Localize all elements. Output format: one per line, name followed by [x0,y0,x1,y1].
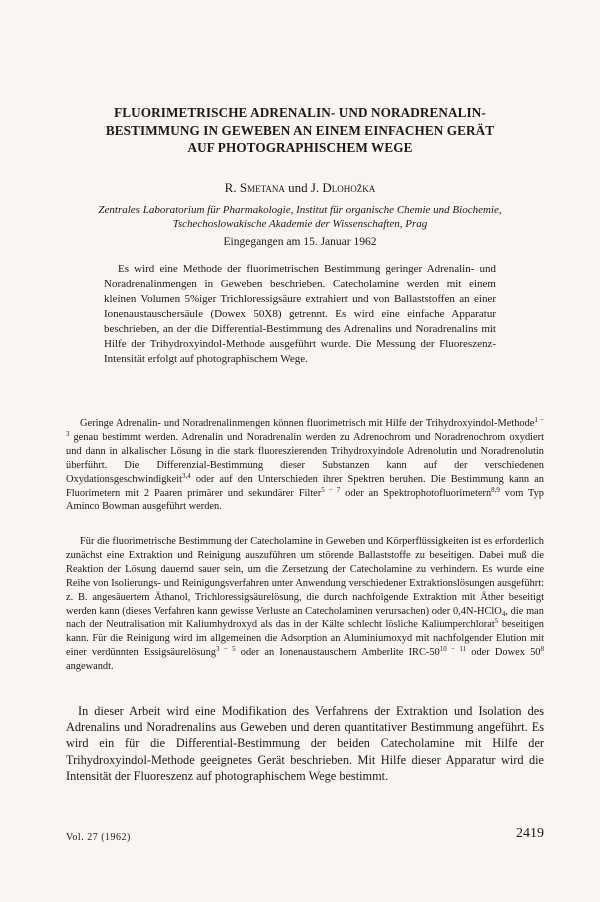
citation: 10 − 11 [439,645,467,654]
citation: 5 [494,617,499,626]
citation: 3,4 [182,471,191,480]
paragraph-extraction [66,535,544,674]
volume-info: Vol. 27 (1962) [66,832,131,843]
text-run: Für die fluorimetrische Bestimmung der Catecholamine in Geweben und Körperflüssigkeiten ist es erforderlich zunächst eine Extraktion und Reinigung auszuführen um störende Ballaststoffe zu beseitigen. Dabei muß die Reaktion der Lösung dauernd sauer sein, um die Zersetzung der Catecholamine zu verhindern. Es wurde eine Reihe von Isolierungs- und Reinigungsverfahren unter Anwendung verschiedener Extraktionslösungen ausgeführt: z. B. angesäuertem Äthanol, Trichloressigsäurelösung, die durch nachfolgende Extraktion mit Äther beseitigt werden kann (dieses Verfahren kann gewisse Verluste an Catecholaminen verursachen) oder 0,4 [66,536,544,617]
text-run: angewandt. [66,661,114,673]
author-2-name: Dlohožka [322,180,376,195]
text-run: beseitigen kann. Für die Reinigung wird im allgemeinen die Adsorption an Aluminiumoxyd mit nachfolgender Elution mit einer verdünnten Essigsäurelösung [66,619,544,659]
normality-symbol: N [466,605,474,617]
article-title [60,104,540,157]
text-run: oder an Ionenaustauschern Amberlite IRC-50 [235,647,440,659]
paragraph-intro [66,417,544,514]
affiliation-line-1: Zentrales Laboratorium für Pharmakologie, Institut für organische Chemie und Biochemie, [98,204,502,216]
text-run: oder an Spektrophotofluorimetern [340,487,492,499]
text-run: oder Dowex 50 [466,647,541,659]
text-run: oder auf den Unterschieden ihrer Spektren beruhen. Die Bestimmung kann an Fluorimetern mit 2 Paaren primärer und sekundärer Filter [66,473,544,499]
text-run: -HClO [473,605,502,617]
paragraph-aim: In dieser Arbeit wird eine Modifikation des Verfahrens der Extraktion und Isolation des Adrenalins und Noradrenalins aus Geweben und deren quantitativer Bestimmung angeführt. Es wird ein für die Differential-Bestimmung der beiden Catecholamine mit Hilfe der Trihydroxyindol-Methode geeignetes Gerät beschrieben. Mit Hilfe dieser Apparatur wird die Intensität der Fluoreszenz auf photographischem Wege bestimmt. [66,704,544,783]
affiliation-line-2: Tschechoslowakische Akademie der Wissenschaften, Prag [172,217,428,230]
citation: 8 [540,645,544,654]
text-run: , die man nach der Neutralisation mit Kaliumhydroxyd als das in der Kälte schlecht lösliche Kaliumperchlorat [66,605,544,631]
citation: 3 − 5 [216,645,236,654]
text-run: Geringe Adrenalin- und Noradrenalinmengen können fluorimetrisch mit Hilfe der Trihydroxyindol-Methode [80,418,535,429]
citation: 5 − 7 [321,485,341,494]
title-line-3: AUF PHOTOGRAPHISCHEM WEGE [187,140,413,155]
author-conjunction: und [288,180,308,195]
title-line-2: BESTIMMUNG IN GEWEBEN AN EINEM EINFACHEN GERÄT [105,122,495,138]
text-run: vom Typ Aminco Bowman ausgeführt werden. [66,487,544,513]
citation: 8,9 [491,485,500,494]
author-line [60,180,540,196]
page-number: 2419 [516,826,544,841]
text-run: genau bestimmt werden. Adrenalin und Noradrenalin werden zu Adrenochrom und Noradrenochrom oxydiert und dann in alkalischer Lösung in die stark fluoreszierenden Trihydroxyindole Adrenolutin und Noradrenolutin überführt. Die Differenzial-Bestimmung dieser Substanzen kann auf der verschiedenen Oxydationsgeschwindigkeit [66,431,544,485]
abstract: Es wird eine Methode der fluorimetrischen Bestimmung geringer Adrenalin- und Noradrenalinmengen in Geweben beschrieben. Catecholamine werden mit einem kleinen Volumen 5%iger Trichloressigsäure extrahiert und von Ballaststoffen an einer Ionenaustauschersäule (Dowex 50X8) getrennt. Es wird eine einfache Apparatur beschrieben, an der die Differential-Bestimmung des Adrenalins und Noradrenalins mit Hilfe der Trihydroxyindol-Methode ausgeführt wurde. Die Messung der Fluoreszenz-Intensität erfolgt auf photographischem Wege. [104,263,496,365]
subscript: 4 [501,609,506,618]
author-1-initial: R. [224,180,237,195]
author-2-initial: J. [310,180,320,195]
received-date: Eingegangen am 15. Januar 1962 [223,236,377,248]
title-line-1: FLUORIMETRISCHE ADRENALIN- UND NORADRENALIN- [114,105,486,120]
affiliation [90,204,510,231]
citation: 1 − 3 [66,416,544,438]
author-1-name: Smetana [239,180,285,195]
